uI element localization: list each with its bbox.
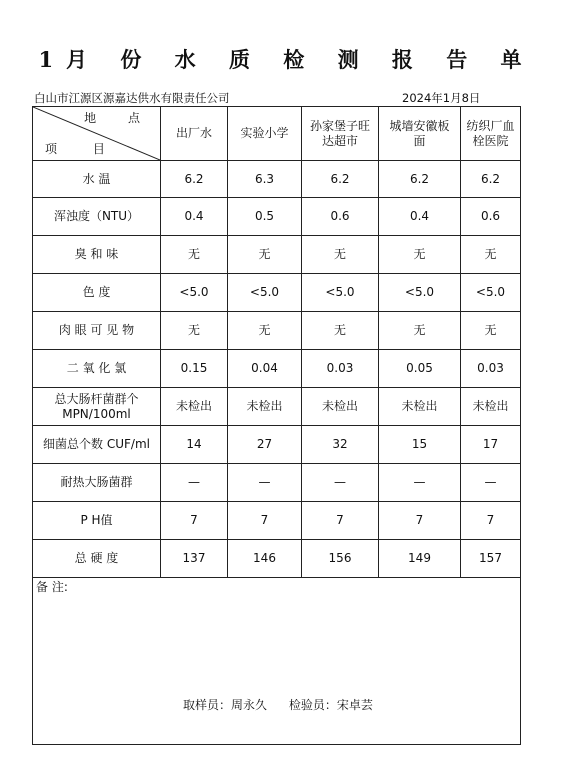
report-title: 1月 份 水 质 检 测 报 告 单 xyxy=(38,47,535,72)
value-cell: 未检出 xyxy=(379,388,461,426)
value-cell: 未检出 xyxy=(302,388,379,426)
value-cell: 6.2 xyxy=(461,161,521,198)
corner-location-label: 地 点 xyxy=(84,111,154,125)
value-cell: 14 xyxy=(161,426,228,464)
value-cell: — xyxy=(302,464,379,502)
value-cell: — xyxy=(379,464,461,502)
remark-label: 备 注: xyxy=(36,580,68,594)
value-cell: 0.15 xyxy=(161,350,228,388)
value-cell: 156 xyxy=(302,540,379,578)
value-cell: 0.04 xyxy=(228,350,302,388)
value-cell: 7 xyxy=(379,502,461,540)
value-cell: 未检出 xyxy=(161,388,228,426)
table-row xyxy=(33,502,521,540)
table-row xyxy=(33,236,521,274)
value-cell: 6.3 xyxy=(228,161,302,198)
value-cell: 未检出 xyxy=(461,388,521,426)
table-row xyxy=(33,426,521,464)
value-cell: 7 xyxy=(161,502,228,540)
value-cell: 0.4 xyxy=(379,198,461,236)
value-cell: 无 xyxy=(379,236,461,274)
value-cell: 无 xyxy=(228,236,302,274)
row-label: 色 度 xyxy=(33,274,161,312)
table-row xyxy=(33,198,521,236)
report-date: 2024年1月8日 xyxy=(402,91,481,105)
row-label: 肉 眼 可 见 物 xyxy=(33,312,161,350)
row-label: 二 氧 化 氯 xyxy=(33,350,161,388)
row-label: 水 温 xyxy=(33,161,161,198)
value-cell: 149 xyxy=(379,540,461,578)
value-cell: 无 xyxy=(461,236,521,274)
value-cell: 0.5 xyxy=(228,198,302,236)
location-header-2: 实验小学 xyxy=(228,107,302,161)
location-header-4: 城墙安徽板面 xyxy=(379,107,461,161)
value-cell: 0.03 xyxy=(461,350,521,388)
value-cell: 6.2 xyxy=(302,161,379,198)
company-name: 白山市江源区源嘉达供水有限责任公司 xyxy=(34,91,230,105)
value-cell: 0.03 xyxy=(302,350,379,388)
row-label: P H值 xyxy=(33,502,161,540)
footer-row xyxy=(33,578,521,745)
value-cell: <5.0 xyxy=(161,274,228,312)
table-row xyxy=(33,388,521,426)
location-header-1: 出厂水 xyxy=(161,107,228,161)
water-quality-table xyxy=(32,106,521,745)
value-cell: 6.2 xyxy=(161,161,228,198)
value-cell: 6.2 xyxy=(379,161,461,198)
table-row xyxy=(33,350,521,388)
value-cell: 27 xyxy=(228,426,302,464)
table-row xyxy=(33,464,521,502)
location-header-3: 孙家堡子旺达超市 xyxy=(302,107,379,161)
row-label: 臭 和 味 xyxy=(33,236,161,274)
value-cell: <5.0 xyxy=(228,274,302,312)
value-cell: 157 xyxy=(461,540,521,578)
value-cell: 32 xyxy=(302,426,379,464)
value-cell: 0.4 xyxy=(161,198,228,236)
value-cell: 无 xyxy=(461,312,521,350)
value-cell: 17 xyxy=(461,426,521,464)
header-row xyxy=(33,107,521,161)
row-label: 总 硬 度 xyxy=(33,540,161,578)
value-cell: 146 xyxy=(228,540,302,578)
table-row xyxy=(33,540,521,578)
value-cell: 7 xyxy=(228,502,302,540)
row-label: 细菌总个数 CUF/ml xyxy=(33,426,161,464)
value-cell: <5.0 xyxy=(461,274,521,312)
value-cell: 未检出 xyxy=(228,388,302,426)
value-cell: — xyxy=(161,464,228,502)
value-cell: 137 xyxy=(161,540,228,578)
value-cell: 0.6 xyxy=(302,198,379,236)
value-cell: 无 xyxy=(379,312,461,350)
table-row xyxy=(33,274,521,312)
row-label: 耐热大肠菌群 xyxy=(33,464,161,502)
value-cell: — xyxy=(461,464,521,502)
value-cell: 7 xyxy=(302,502,379,540)
value-cell: 无 xyxy=(161,312,228,350)
signatures xyxy=(183,698,391,713)
value-cell: — xyxy=(228,464,302,502)
row-label: 浑浊度（NTU） xyxy=(33,198,161,236)
corner-item-label: 项 目 xyxy=(45,142,121,156)
value-cell: <5.0 xyxy=(379,274,461,312)
value-cell: 7 xyxy=(461,502,521,540)
sampler-name: 取样员：周永久 xyxy=(183,698,268,712)
value-cell: 无 xyxy=(161,236,228,274)
value-cell: 0.05 xyxy=(379,350,461,388)
header-corner-cell xyxy=(33,107,161,161)
value-cell: <5.0 xyxy=(302,274,379,312)
location-header-5: 纺织厂血栓医院 xyxy=(461,107,521,161)
value-cell: 15 xyxy=(379,426,461,464)
value-cell: 0.6 xyxy=(461,198,521,236)
footer-cell xyxy=(33,578,521,745)
table-row xyxy=(33,312,521,350)
inspector-name: 检验员：宋卓芸 xyxy=(288,698,373,712)
value-cell: 无 xyxy=(302,236,379,274)
table-row xyxy=(33,161,521,198)
value-cell: 无 xyxy=(302,312,379,350)
row-label: 总大肠杆菌群个MPN/100ml xyxy=(33,388,161,426)
value-cell: 无 xyxy=(228,312,302,350)
